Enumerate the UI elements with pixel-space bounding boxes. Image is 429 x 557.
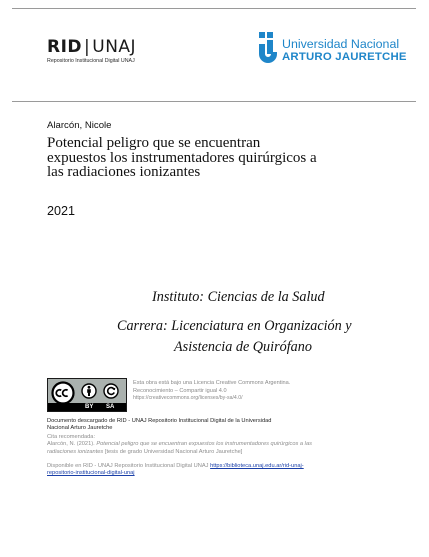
author-name: Alarcón, Nicole [47,120,112,131]
download-notice-line: Nacional Arturo Jauretche [47,425,113,432]
creative-commons-icon [51,381,75,405]
carrera-label-line2: Asistencia de Quirófano [174,339,312,355]
download-notice-line: Documento descargado de RID - UNAJ Repositorio Institucional Digital de la Universidad [47,418,272,424]
share-alike-icon [103,383,119,399]
carrera-label-line1: Carrera: Licenciatura en Organización y [117,318,352,334]
available-at [47,463,377,478]
available-prefix: Disponible en RID - UNAJ Repositorio Institucional Digital UNAJ [47,463,211,469]
rid-brand: RID [47,37,83,57]
unaj-emblem-icon [257,30,279,66]
cc-sa-label: SA [106,404,115,410]
download-notice [47,418,377,433]
title-line: expuestos los instrumentadores quirúrgicos a [47,149,317,166]
university-name-line2: ARTURO JAURETCHE [282,51,407,63]
header-top-rule [12,8,416,9]
citation-label: Cita recomendada: [47,434,96,440]
license-line: Reconocimiento – Compartir igual 4.0 [133,387,227,394]
available-line [47,463,377,470]
citation-line [47,449,377,456]
rid-separator: | [84,37,91,57]
repository-link[interactable]: https://biblioteca.unaj.edu.ar/rid-unaj- [210,463,304,469]
attribution-icon [81,383,97,399]
instituto-label: Instituto: Ciencias de la Salud [152,289,325,305]
university-name-line1: Universidad Nacional [282,37,400,51]
document-title [47,136,387,180]
repository-link-cont[interactable]: repositorio-institucional-digital-unaj [47,470,135,477]
rid-subtitle: Repositorio Institucional Digital UNAJ [47,58,135,64]
unaj-wordmark [282,38,407,64]
creative-commons-badge [47,378,127,412]
license-line: Esta obra está bajo una Licencia Creative Commons Argentina. [133,380,291,386]
title-line: las radiaciones ionizantes [47,164,201,181]
citation-suffix: [tesis de grado Universidad Nacional Arturo Jauretche] [103,448,243,455]
available-line [47,470,377,477]
rid-unaj-text: UNAJ [92,37,137,57]
header-bottom-rule [12,101,416,102]
rid-unaj-logo [47,37,136,64]
title-line: Potencial peligro que se encuentran [47,135,261,151]
citation-title: Potencial peligro que se encuentran expuestos los instrumentadores quirúrgicos a las [96,441,312,448]
citation-title-cont: radiaciones ionizantes [47,448,104,455]
citation-line [47,441,377,448]
cc-badge-strip [48,403,126,411]
license-text [133,380,373,403]
citation-prefix: Alarcón, N. (2021). [47,441,97,448]
license-url[interactable]: https://creativecommons.org/licenses/by-sa/4.0/ [133,395,243,402]
rid-wordmark [47,37,136,57]
document-year: 2021 [47,204,76,218]
cc-by-label: BY [85,404,94,410]
recommended-citation [47,434,377,456]
